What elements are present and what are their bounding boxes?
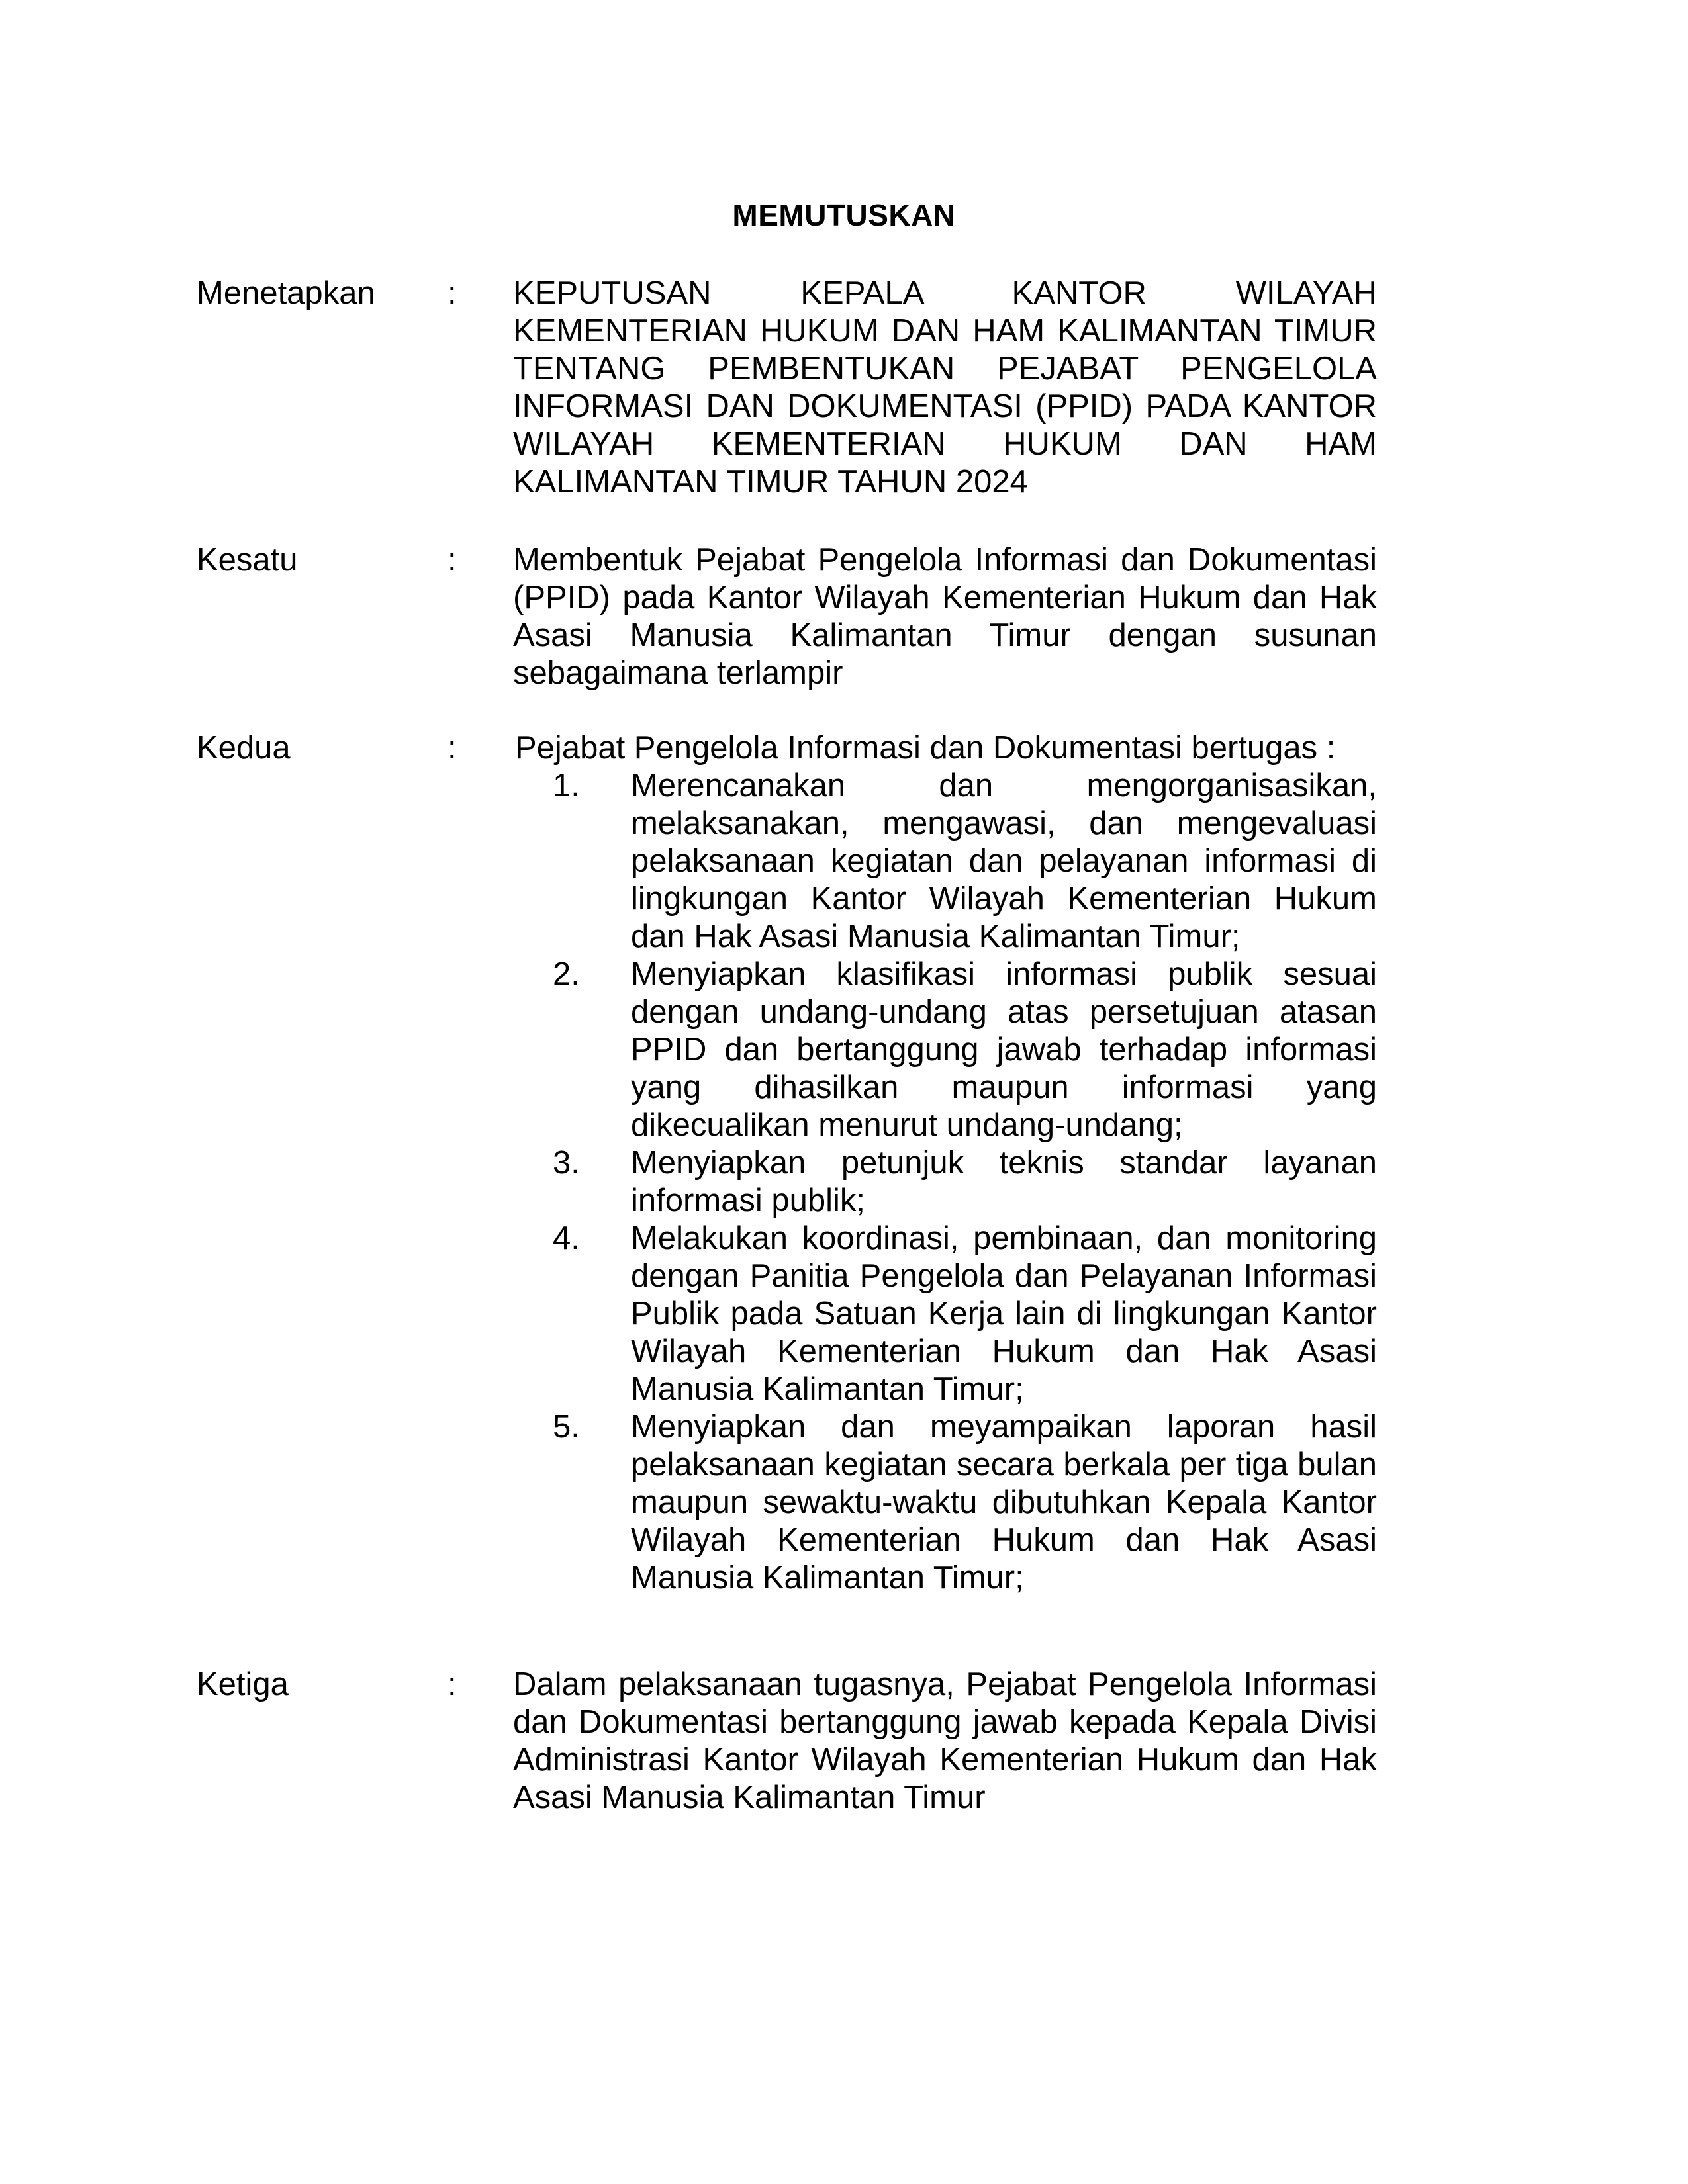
list-item: [0, 767, 1688, 956]
section-label: Ketiga: [197, 1666, 289, 1702]
list-number: 1.: [553, 768, 580, 803]
section-text: Dalam pelaksanaan tugasnya, Pejabat Pengelola Informasi dan Dokumentasi bertanggung jawab kepada Kepala Divisi Administrasi Kantor Wilayah Kementerian Hukum dan Hak Asasi Manusia Kalimantan Timur: [513, 1666, 1377, 1815]
list-item-text: Merencanakan dan mengorganisasikan, melaksanakan, mengawasi, dan mengevaluasi pelaksanaan kegiatan dan pelayanan informasi di lingkungan Kantor Wilayah Kementerian Hukum dan Hak Asasi Manusia Kalimantan Timur;: [631, 768, 1377, 954]
list-item-text: Menyiapkan klasifikasi informasi publik sesuai dengan undang-undang atas persetujuan atasan PPID dan bertanggung jawab terhadap informasi yang dihasilkan maupun informasi yang dikecualikan menurut undang-undang;: [631, 956, 1377, 1143]
list-item: [0, 1220, 1688, 1408]
section-label: Kesatu: [197, 542, 298, 578]
section-text: Membentuk Pejabat Pengelola Informasi dan Dokumentasi (PPID) pada Kantor Wilayah Kementerian Hukum dan Hak Asasi Manusia Kalimantan Timur dengan susunan sebagaimana terlampir: [513, 542, 1377, 691]
separator-colon: :: [447, 275, 457, 311]
separator-colon: :: [447, 1666, 457, 1702]
section-intro: Pejabat Pengelola Informasi dan Dokumentasi bertugas :: [515, 730, 1336, 766]
list-item: [0, 956, 1688, 1144]
list-number: 2.: [553, 956, 580, 992]
list-item-text: Melakukan koordinasi, pembinaan, dan monitoring dengan Panitia Pengelola dan Pelayanan Informasi Publik pada Satuan Kerja lain di lingkungan Kantor Wilayah Kementerian Hukum dan Hak Asasi Manusia Kalimantan Timur;: [631, 1220, 1377, 1407]
list-number: 5.: [553, 1409, 580, 1445]
list-item: [0, 1144, 1688, 1220]
list-item-text: Menyiapkan petunjuk teknis standar layanan informasi publik;: [631, 1145, 1377, 1218]
list-number: 4.: [553, 1220, 580, 1256]
list-item-text: Menyiapkan dan meyampaikan laporan hasil pelaksanaan kegiatan secara berkala per tiga bulan maupun sewaktu-waktu dibutuhkan Kepala Kantor Wilayah Kementerian Hukum dan Hak Asasi Manusia Kalimantan Timur;: [631, 1409, 1377, 1596]
separator-colon: :: [447, 542, 457, 578]
separator-colon: :: [447, 730, 457, 766]
list-number: 3.: [553, 1145, 580, 1181]
section-text: KEPUTUSAN KEPALA KANTOR WILAYAH KEMENTERIAN HUKUM DAN HAM KALIMANTAN TIMUR TENTANG PEMBENTUKAN PEJABAT PENGELOLA INFORMASI DAN DOKUMENTASI (PPID) PADA KANTOR WILAYAH KEMENTERIAN HUKUM DAN HAM KALIMANTAN TIMUR TAHUN 2024: [513, 275, 1377, 500]
section-label: Kedua: [197, 730, 291, 766]
decision-heading: MEMUTUSKAN: [732, 198, 956, 232]
duties-list: [0, 767, 1688, 1597]
section-label: Menetapkan: [197, 275, 375, 311]
list-item: [0, 1408, 1688, 1597]
